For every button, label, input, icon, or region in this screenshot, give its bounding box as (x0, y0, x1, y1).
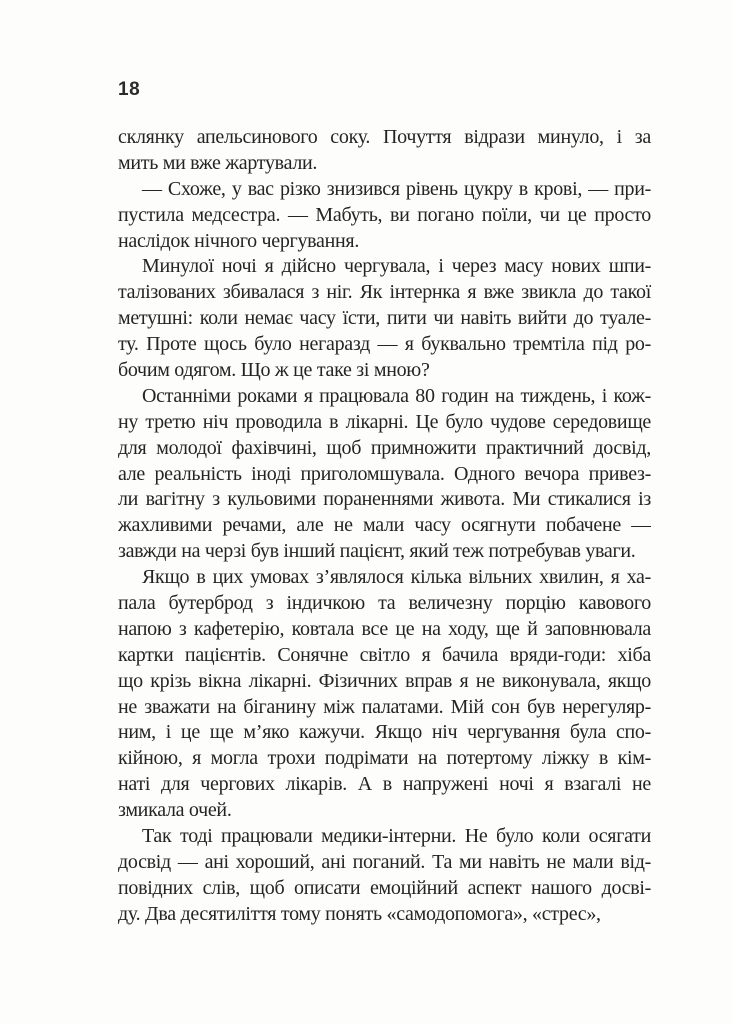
text-line: Так тоді працювали медики-інтерни. Не було коли осягати (142, 825, 651, 848)
text-line: але реальність іноді приголомшувала. Одного вечора привез- (118, 462, 651, 485)
paragraph (118, 384, 651, 565)
text-line: пустила медсестра. — Мабуть, ви погано поїли, чи це просто (118, 203, 651, 226)
text-line: метушні: коли немає часу їсти, пити чи навіть вийти до туале- (118, 307, 651, 330)
text-line: змикала очей. (118, 799, 232, 822)
text-line: талізованих збивалася з ніг. Як інтернка я вже звикла до такої (118, 281, 651, 304)
text-line: повідних слів, щоб описати емоційний аспект нашого досві- (118, 876, 651, 899)
text-line: Минулої ночі я дійсно чергувала, і через масу нових шпи- (142, 255, 651, 278)
text-line: що крізь вікна лікарні. Фізичних вправ я не виконувала, якщо (118, 669, 651, 692)
text-line: ту. Проте щось було негаразд — я буквально тремтіла під ро- (118, 333, 651, 356)
body-text (118, 125, 651, 928)
paragraph (118, 177, 651, 255)
text-line: картки пацієнтів. Сонячне світло я бачила вряди-годи: хіба (118, 643, 651, 666)
text-line: завжди на черзі був інший пацієнт, який теж потребував уваги. (118, 540, 636, 563)
text-line: Останніми роками я працювала 80 годин на тиждень, і кож- (142, 384, 651, 407)
paragraph (118, 824, 651, 928)
text-line: ну третю ніч проводила в лікарні. Це було чудове середовище (118, 410, 651, 433)
text-line: мить ми вже жартували. (118, 151, 318, 174)
text-line: Якщо в цих умовах з’являлося кілька вільних хвилин, я ха- (142, 566, 651, 589)
text-line: кійною, я могла трохи подрімати на потертому ліжку в кім- (118, 747, 651, 770)
text-line: досвід — ані хороший, ані поганий. Та ми навіть не мали від- (118, 850, 651, 873)
page-number: 18 (118, 79, 141, 100)
text-line: не зважати на біганину між палатами. Мій сон був нерегуляр- (118, 695, 651, 718)
paragraph (118, 125, 651, 177)
text-line: для молодої фахівчині, щоб примножити практичний досвід, (118, 436, 651, 459)
text-line: ним, і це ще м’яко кажучи. Якщо ніч чергування була спо- (118, 721, 651, 744)
paragraph (118, 254, 651, 383)
text-line: ду. Два десятиліття тому понять «самодопомога», «стрес», (118, 902, 601, 925)
text-line: напою з кафетерію, ковтала все це на ходу, ще й заповнювала (118, 617, 651, 640)
text-line: бочим одягом. Що ж це таке зі мною? (118, 359, 430, 382)
text-line: — Схоже, у вас різко знизився рівень цукру в крові, — при- (142, 177, 651, 200)
text-line: пала бутерброд з індичкою та величезну порцію кавового (118, 592, 651, 615)
text-line: жахливими речами, але не мали часу осягнути побачене — (118, 514, 651, 537)
text-line: склянку апельсинового соку. Почуття відрази минуло, і за (118, 126, 651, 148)
text-line: наті для чергових лікарів. А в напружені ночі я взагалі не (118, 773, 651, 796)
paragraph (118, 565, 651, 824)
text-line: ли вагітну з кульовими пораненнями живота. Ми стикалися із (118, 488, 651, 511)
text-line: наслідок нічного чергування. (118, 229, 360, 252)
